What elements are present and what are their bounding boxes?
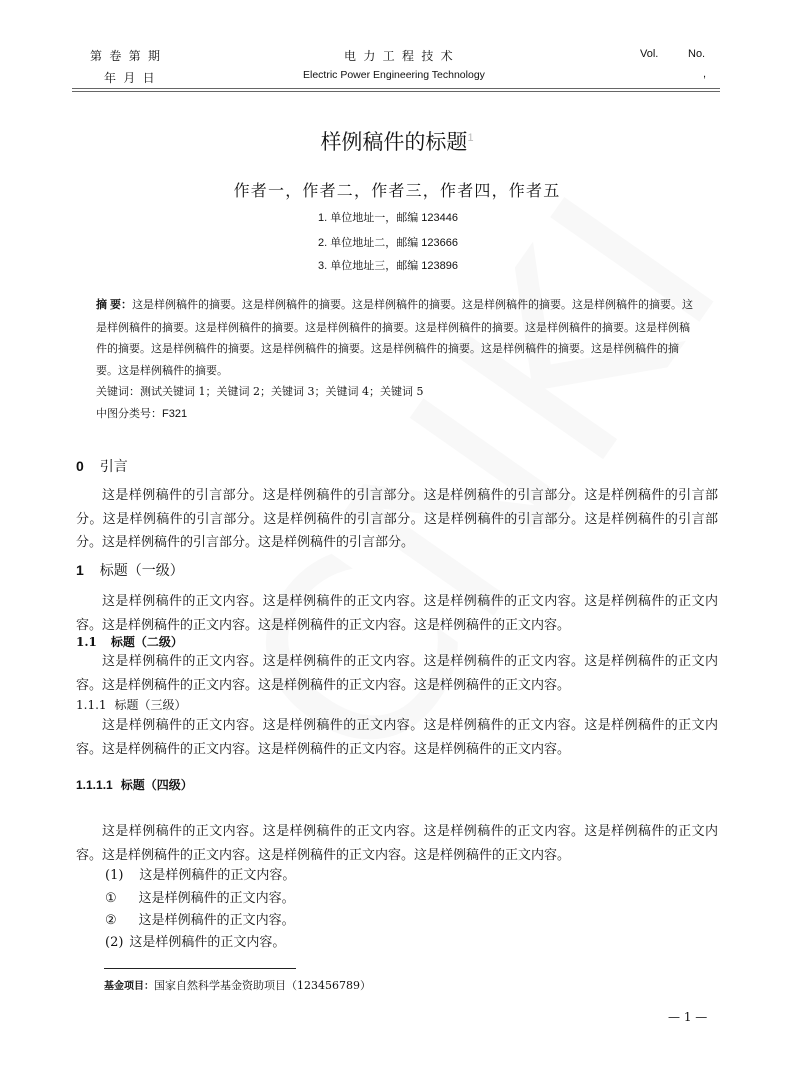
clc-text: F321 <box>162 408 188 420</box>
section-heading-1-1-1 <box>76 696 187 713</box>
title-footnote-mark: 1 <box>467 132 474 144</box>
list-text: 这是样例稿件的正文内容。 <box>139 868 296 883</box>
section-title: 标题（三级） <box>114 698 187 712</box>
page-number: — 1 — <box>668 1010 708 1024</box>
header-journal-cn: 电 力 工 程 技 术 <box>344 49 455 63</box>
keywords-text: 测试关键词 1；关键词 2；关键词 3；关键词 4；关键词 5 <box>140 385 424 398</box>
paper-title <box>0 126 794 156</box>
section-heading-intro <box>76 456 128 476</box>
footnote-text: 国家自然科学基金资助项目（123456789） <box>154 979 371 992</box>
section-title: 引言 <box>99 458 128 474</box>
affiliation-2: 2. 单位地址二，邮编 123666 <box>318 237 458 249</box>
section-number: 0 <box>76 458 84 474</box>
section-heading-1-1 <box>76 633 183 650</box>
list-item <box>105 864 295 883</box>
paper-title-text: 样例稿件的标题 <box>320 131 468 154</box>
list-marker: (2) <box>105 935 124 950</box>
section-number: 1.1.1 <box>76 698 107 712</box>
section-heading-1-1-1-1 <box>76 776 193 793</box>
header-journal-en: Electric Power Engineering Technology <box>303 69 485 81</box>
section-title: 标题（四级） <box>120 778 193 792</box>
abstract-text: 这是样例稿件的摘要。这是样例稿件的摘要。这是样例稿件的摘要。这是样例稿件的摘要。这是样例稿件的摘要。这是样例稿件的摘要。这是样例稿件的摘要。这是样例稿件的摘要。这是样例稿件的摘要。这是样例稿件的摘要。这是样例稿件的摘要。这是样例稿件的摘要。这是样例稿件的摘要。这是样例稿件的摘要。这是样例稿件的摘要。这是样例稿件的摘要。这是样例稿件的摘要。 <box>96 298 694 377</box>
list-text: 这是样例稿件的正文内容。 <box>129 935 286 950</box>
section-number: 1.1.1.1 <box>76 778 113 792</box>
section-title: 标题（一级） <box>99 562 184 578</box>
list-item <box>105 931 285 950</box>
list-text: 这是样例稿件的正文内容。 <box>138 891 295 906</box>
header-rule-bottom <box>72 91 720 92</box>
intro-paragraph: 这是样例稿件的引言部分。这是样例稿件的引言部分。这是样例稿件的引言部分。这是样例稿件的引言部分。这是样例稿件的引言部分。这是样例稿件的引言部分。这是样例稿件的引言部分。这是样例稿件的引言部分。这是样例稿件的引言部分。这是样例稿件的引言部分。 <box>76 488 718 550</box>
footnote-label: 基金项目： <box>104 981 154 992</box>
section-title: 标题（二级） <box>110 635 183 649</box>
footnote-rule <box>104 968 296 969</box>
list-marker: ② <box>105 913 117 928</box>
abstract <box>96 294 700 381</box>
list-item <box>105 887 295 906</box>
section-heading-1 <box>76 560 184 580</box>
section-1-1-1-paragraph: 这是样例稿件的正文内容。这是样例稿件的正文内容。这是样例稿件的正文内容。这是样例稿件的正文内容。这是样例稿件的正文内容。这是样例稿件的正文内容。这是样例稿件的正文内容。 <box>76 718 718 757</box>
list-marker: ① <box>105 891 117 906</box>
header-rule-top <box>72 88 720 89</box>
header-no: No. <box>688 48 706 60</box>
header-volume-issue: 第 卷 第 期 <box>90 49 161 63</box>
list-item <box>105 909 295 928</box>
section-number: 1 <box>76 562 84 578</box>
header-date: 年 月 日 <box>104 71 155 85</box>
footnote-funding <box>104 977 371 993</box>
section-1-1-paragraph: 这是样例稿件的正文内容。这是样例稿件的正文内容。这是样例稿件的正文内容。这是样例稿件的正文内容。这是样例稿件的正文内容。这是样例稿件的正文内容。这是样例稿件的正文内容。 <box>76 654 718 693</box>
section-1-paragraph: 这是样例稿件的正文内容。这是样例稿件的正文内容。这是样例稿件的正文内容。这是样例稿件的正文内容。这是样例稿件的正文内容。这是样例稿件的正文内容。这是样例稿件的正文内容。 <box>76 594 718 633</box>
affiliation-3: 3. 单位地址三，邮编 123896 <box>318 260 458 272</box>
list-text: 这是样例稿件的正文内容。 <box>138 913 295 928</box>
author-list: 作者一，作者二，作者三，作者四，作者五 <box>233 181 561 200</box>
affiliation-1: 1. 单位地址一，邮编 123446 <box>318 212 458 224</box>
clc-number <box>96 405 187 421</box>
header-comma: , <box>703 68 707 80</box>
section-1-1-1-1-paragraph: 这是样例稿件的正文内容。这是样例稿件的正文内容。这是样例稿件的正文内容。这是样例稿件的正文内容。这是样例稿件的正文内容。这是样例稿件的正文内容。这是样例稿件的正文内容。 <box>76 824 718 863</box>
section-number: 1.1 <box>76 635 97 649</box>
keywords <box>96 383 423 399</box>
keywords-label: 关键词： <box>96 386 140 398</box>
list-marker: (1) <box>105 868 124 883</box>
header-vol: Vol. <box>640 48 659 60</box>
abstract-label: 摘 要： <box>96 299 133 311</box>
clc-label: 中图分类号： <box>96 408 162 420</box>
